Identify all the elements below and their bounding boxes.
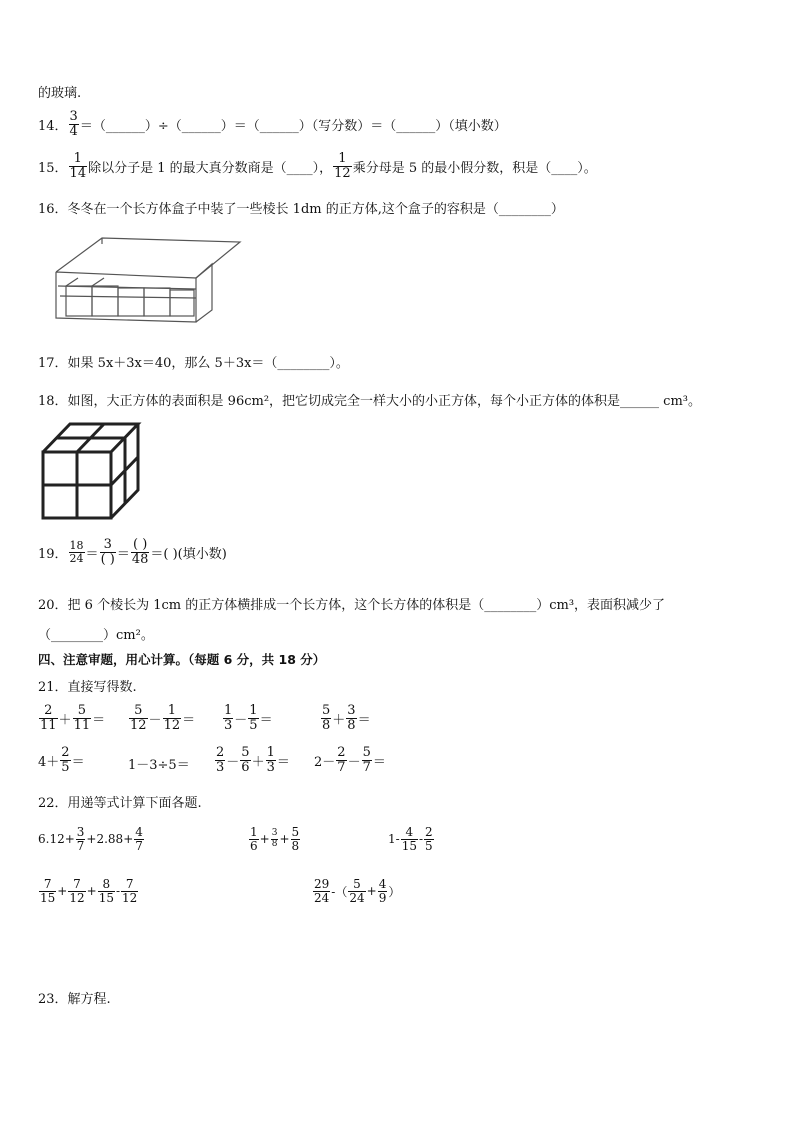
q19-fraction-2: 3 ( ) [100,537,115,567]
q21-item-1: 2 11 ＋ 5 11 ＝ [40,703,106,733]
question-23: 23．解方程. [38,992,111,1007]
q22-item-4: 7 15 + $\frac{7}{12}$ + $\frac{8}{15}$ - 7 12 [40,877,138,905]
q15-text-2: 乘分母是 5 的最小假分数，积是（____）。 [352,160,597,176]
q21-item-4: 5 8 ＋ 3 8 ＝ [322,703,371,733]
q15-fraction-1: 1 14 [69,151,87,181]
q21-item-5: 4＋ 2 5 ＝ [38,745,85,775]
question-16: 16．冬冬在一个长方体盒子中装了一些棱长 1dm 的正方体,这个盒子的容积是（________） [38,202,564,217]
q15-fraction-2: 1 12 [334,151,351,181]
q22-item-3: 1- 4 15 - 2 5 [388,825,433,853]
question-20-line-2: （________）cm²。 [38,628,154,643]
q19-number: 19． [38,546,68,562]
q15-text-1: 除以分子是 1 的最大真分数商是（____）， [88,160,333,176]
q14-number: 14． [38,118,68,134]
q19-tail: ＝( )(填小数) [150,546,227,562]
q14-body: ＝（______）÷（______）＝（______）（写分数）＝（______）（填小数） [79,118,507,134]
q21-item-3: 1 3 － 1 5 ＝ [224,703,273,733]
box-figure [46,234,242,326]
q19-fraction-3: ( ) 48 [131,537,149,567]
question-17: 17．如果 5x＋3x＝40，那么 5＋3x＝（________）。 [38,356,349,371]
q21-item-7: 2 3 － 5 6 ＋ 1 3 ＝ [216,745,290,775]
q22-item-1: 6.12+ $\frac{3}{7}$ +2.88+ $\frac{4}{7}$ [38,825,143,853]
q21-item-2: 5 12 － 1 12 ＝ [130,703,196,733]
question-20-line-1: 20．把 6 个棱长为 1cm 的正方体横排成一个长方体，这个长方体的体积是（________）cm³，表面积减少了 [38,598,666,613]
q19-fraction-1: 18 24 [69,539,84,565]
q22-item-5: 29 24 -（ 5 24 + $\frac{4}{9}$ ） [314,877,401,905]
q22-item-2: 1 6 + $\frac{3}{8}$ + $\frac{5}{8}$ [250,825,300,853]
q21-item-8: 2－ 2 7 － 5 7 ＝ [314,745,386,775]
q15-number: 15． [38,160,68,176]
q13-tail: 的玻璃. [38,86,82,101]
question-14 [38,110,507,138]
section-4-heading: 四、注意审题，用心计算。（每题 6 分，共 18 分） [38,652,326,667]
q21-item-6: 1－3÷5＝ [128,758,190,773]
question-18: 18．如图，大正方体的表面积是 96cm²，把它切成完全一样大小的小正方体，每个小正方体的体积是______ cm³。 [38,394,701,409]
question-19: 19． 18 24 ＝ 3 ( ) ＝ ( ) 48 ＝( )(填小数) [38,537,227,567]
q14-fraction: 3 4 [69,109,78,139]
question-15 [38,152,597,180]
cube-figure [40,420,144,522]
question-22: 22．用递等式计算下面各题. [38,796,202,811]
question-21: 21．直接写得数. [38,680,137,695]
